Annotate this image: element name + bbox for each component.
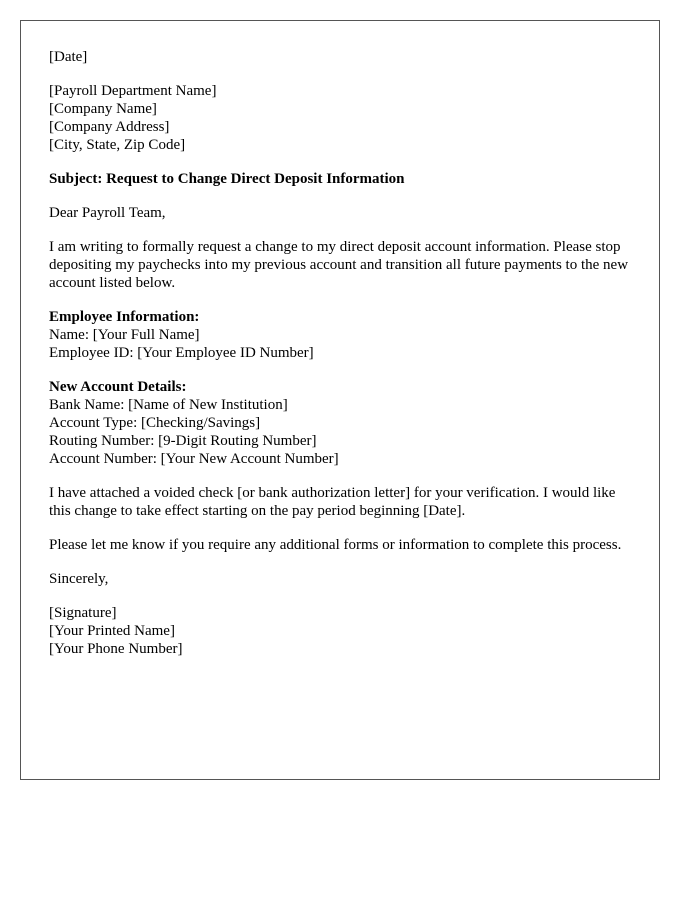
phone-number: [Your Phone Number]: [49, 641, 183, 657]
recipient-department: [Payroll Department Name]: [49, 83, 217, 99]
letter-body-intro: I am writing to formally request a change to my direct deposit account information. Please stop depositing my paychecks into my previous account and transition all future payments to the new account listed below.: [49, 239, 629, 291]
account-number: Account Number: [Your New Account Number]: [49, 451, 339, 467]
routing-number: Routing Number: [9-Digit Routing Number]: [49, 433, 317, 449]
letter-body-attachment: I have attached a voided check [or bank authorization letter] for your verification. I would like this change to take effect starting on the pay period beginning [Date].: [49, 485, 616, 519]
account-details-heading: New Account Details:: [49, 379, 187, 395]
letter-date: [Date]: [49, 49, 88, 65]
letter-salutation: Dear Payroll Team,: [49, 205, 166, 221]
new-account-details: [49, 378, 639, 468]
signature-block: [49, 604, 639, 658]
recipient-address-line: [Company Address]: [49, 119, 170, 135]
letter-body: [49, 48, 639, 674]
employee-name: Name: [Your Full Name]: [49, 327, 200, 343]
employee-info-heading: Employee Information:: [49, 309, 200, 325]
letter-closing: Sincerely,: [49, 571, 109, 587]
signature-line: [Signature]: [49, 605, 117, 621]
letter-body-closing: Please let me know if you require any additional forms or information to complete this process.: [49, 537, 622, 553]
letter-subject: Subject: Request to Change Direct Deposit Information: [49, 171, 405, 187]
recipient-company: [Company Name]: [49, 101, 157, 117]
printed-name: [Your Printed Name]: [49, 623, 175, 639]
recipient-address: [49, 82, 639, 154]
account-type: Account Type: [Checking/Savings]: [49, 415, 261, 431]
employee-id: Employee ID: [Your Employee ID Number]: [49, 345, 314, 361]
bank-name: Bank Name: [Name of New Institution]: [49, 397, 288, 413]
recipient-city-state-zip: [City, State, Zip Code]: [49, 137, 186, 153]
employee-information: [49, 308, 639, 362]
